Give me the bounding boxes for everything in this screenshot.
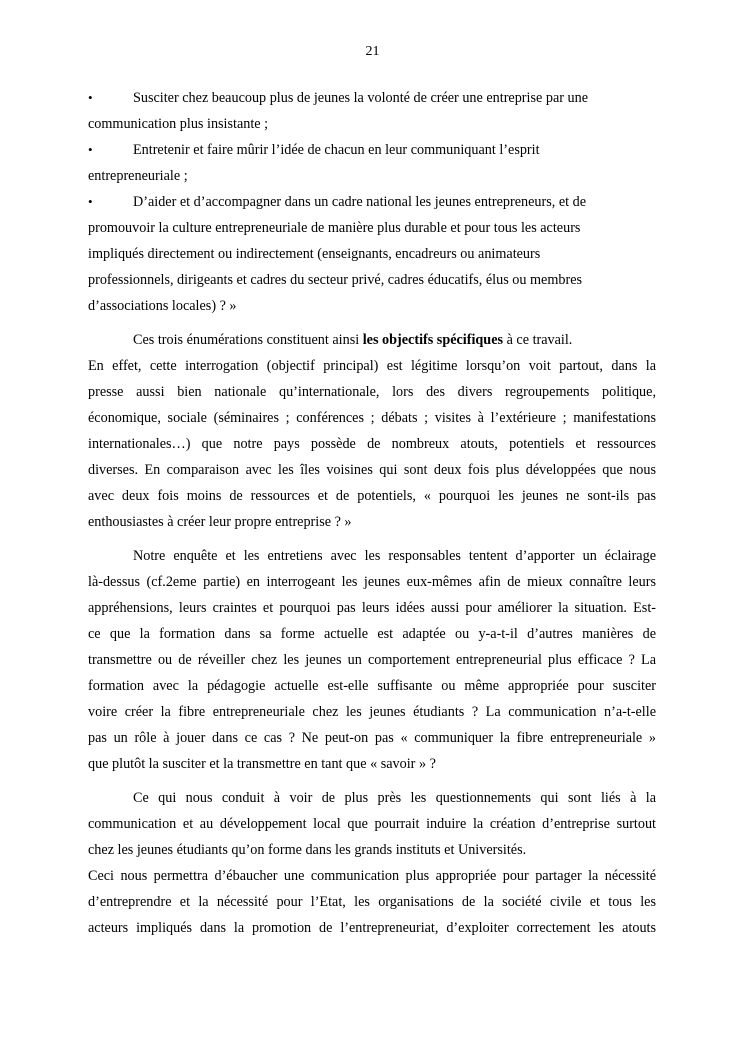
- paragraph-line: enthousiastes à créer leur propre entreprise ? »: [88, 514, 352, 530]
- paragraph-line: transmettre ou de réveiller chez les jeunes un comportement entrepreneurial plus efficace ? La: [88, 652, 656, 668]
- paragraph-line: chez les jeunes étudiants qu’on forme dans les grands instituts et Universités.: [88, 842, 527, 858]
- page-number: 21: [365, 44, 380, 59]
- paragraph-line: économique, sociale (séminaires ; conférences ; débats ; visites à l’extérieure ; manifestations: [88, 410, 656, 426]
- bullet-marker: •: [88, 194, 93, 209]
- bullet-continuation: entrepreneuriale ;: [88, 168, 188, 184]
- bullet-marker: •: [88, 142, 93, 157]
- paragraph-line: acteurs impliqués dans la promotion de l’entrepreneuriat, d’exploiter correctement les atouts: [88, 920, 656, 936]
- bullet-item: [88, 85, 656, 137]
- objectives-text-before: Ces trois énumérations constituent ainsi: [133, 332, 363, 348]
- paragraph-line: communication et au développement local que pourrait induire la création d’entreprise surtout: [88, 816, 656, 832]
- paragraph-line: appréhensions, leurs craintes et pourquoi pas leurs idées aussi pour améliorer la situation. Est-: [88, 600, 656, 616]
- objectives-sentence: [88, 327, 656, 353]
- paragraph-3: [88, 785, 656, 863]
- bullet-text: Susciter chez beaucoup plus de jeunes la volonté de créer une entreprise par une: [133, 90, 588, 106]
- bullet-text: Entretenir et faire mûrir l’idée de chacun en leur communiquant l’esprit: [133, 142, 540, 158]
- paragraph-line: d’entreprendre et la nécessité pour l’Etat, les organisations de la société civile et tous les: [88, 894, 656, 910]
- paragraph-line: formation avec la pédagogie actuelle est-elle suffisante ou même appropriée pour susciter: [88, 678, 656, 694]
- objectives-bold-text: les objectifs spécifiques: [362, 332, 504, 348]
- page-content: [88, 85, 656, 941]
- paragraph-2: [88, 543, 656, 777]
- paragraph-line: En effet, cette interrogation (objectif principal) est légitime lorsqu’on voit partout, dans la: [88, 358, 656, 374]
- paragraph-line: Ce qui nous conduit à voir de plus près les questionnements qui sont liés à la: [133, 790, 656, 806]
- paragraph-gap: [88, 319, 656, 327]
- paragraph-4: [88, 863, 656, 941]
- bullet-text: D’aider et d’accompagner dans un cadre national les jeunes entrepreneurs, et de: [133, 194, 587, 210]
- paragraph-gap: [88, 535, 656, 543]
- bullet-continuation: impliqués directement ou indirectement (enseignants, encadreurs ou animateurs: [88, 246, 541, 262]
- bullet-item: [88, 189, 656, 319]
- paragraph-line: que plutôt la susciter et la transmettre en tant que « savoir » ?: [88, 756, 436, 772]
- bullet-item: [88, 137, 656, 189]
- paragraph-1: [88, 353, 656, 535]
- bullet-first-line: [88, 189, 656, 215]
- paragraph-line: presse aussi bien nationale qu’internationale, lors des divers regroupements politique,: [88, 384, 656, 400]
- bullet-continuation: professionnels, dirigeants et cadres du secteur privé, cadres éducatifs, élus ou membres: [88, 272, 583, 288]
- bullet-continuation: promouvoir la culture entrepreneuriale de manière plus durable et pour tous les acteurs: [88, 220, 581, 236]
- bullet-marker: •: [88, 90, 93, 105]
- paragraph-line: voire créer la fibre entrepreneuriale chez les jeunes étudiants ? La communication n’a-t-elle: [88, 704, 656, 720]
- paragraph-line: diverses. En comparaison avec les îles voisines qui sont deux fois plus développées que nous: [88, 462, 656, 478]
- paragraph-line: avec deux fois moins de ressources et de potentiels, « pourquoi les jeunes ne sont-ils pas: [88, 488, 656, 504]
- paragraph-line: Notre enquête et les entretiens avec les responsables tentent d’apporter un éclairage: [133, 548, 656, 564]
- paragraph-line: Ceci nous permettra d’ébaucher une communication plus appropriée pour partager la nécessité: [88, 868, 656, 884]
- bullet-continuation: d’associations locales) ? »: [88, 298, 237, 314]
- bullet-first-line: [88, 137, 656, 163]
- paragraph-gap: [88, 777, 656, 785]
- paragraph-line: là-dessus (cf.2eme partie) en interrogeant les jeunes eux-mêmes afin de mieux connaître leurs: [88, 574, 656, 590]
- objectives-text-after: à ce travail.: [503, 332, 573, 348]
- bullet-first-line: [88, 85, 656, 111]
- bullet-continuation: communication plus insistante ;: [88, 116, 269, 132]
- paragraph-line: ce que la formation dans sa forme actuelle est adaptée ou y-a-t-il d’autres manières de: [88, 626, 656, 642]
- paragraph-line: internationales…) que notre pays possède de nombreux atouts, potentiels et ressources: [88, 436, 656, 452]
- paragraph-line: pas un rôle à jouer dans ce cas ? Ne peut-on pas « communiquer la fibre entrepreneuriale »: [88, 730, 656, 746]
